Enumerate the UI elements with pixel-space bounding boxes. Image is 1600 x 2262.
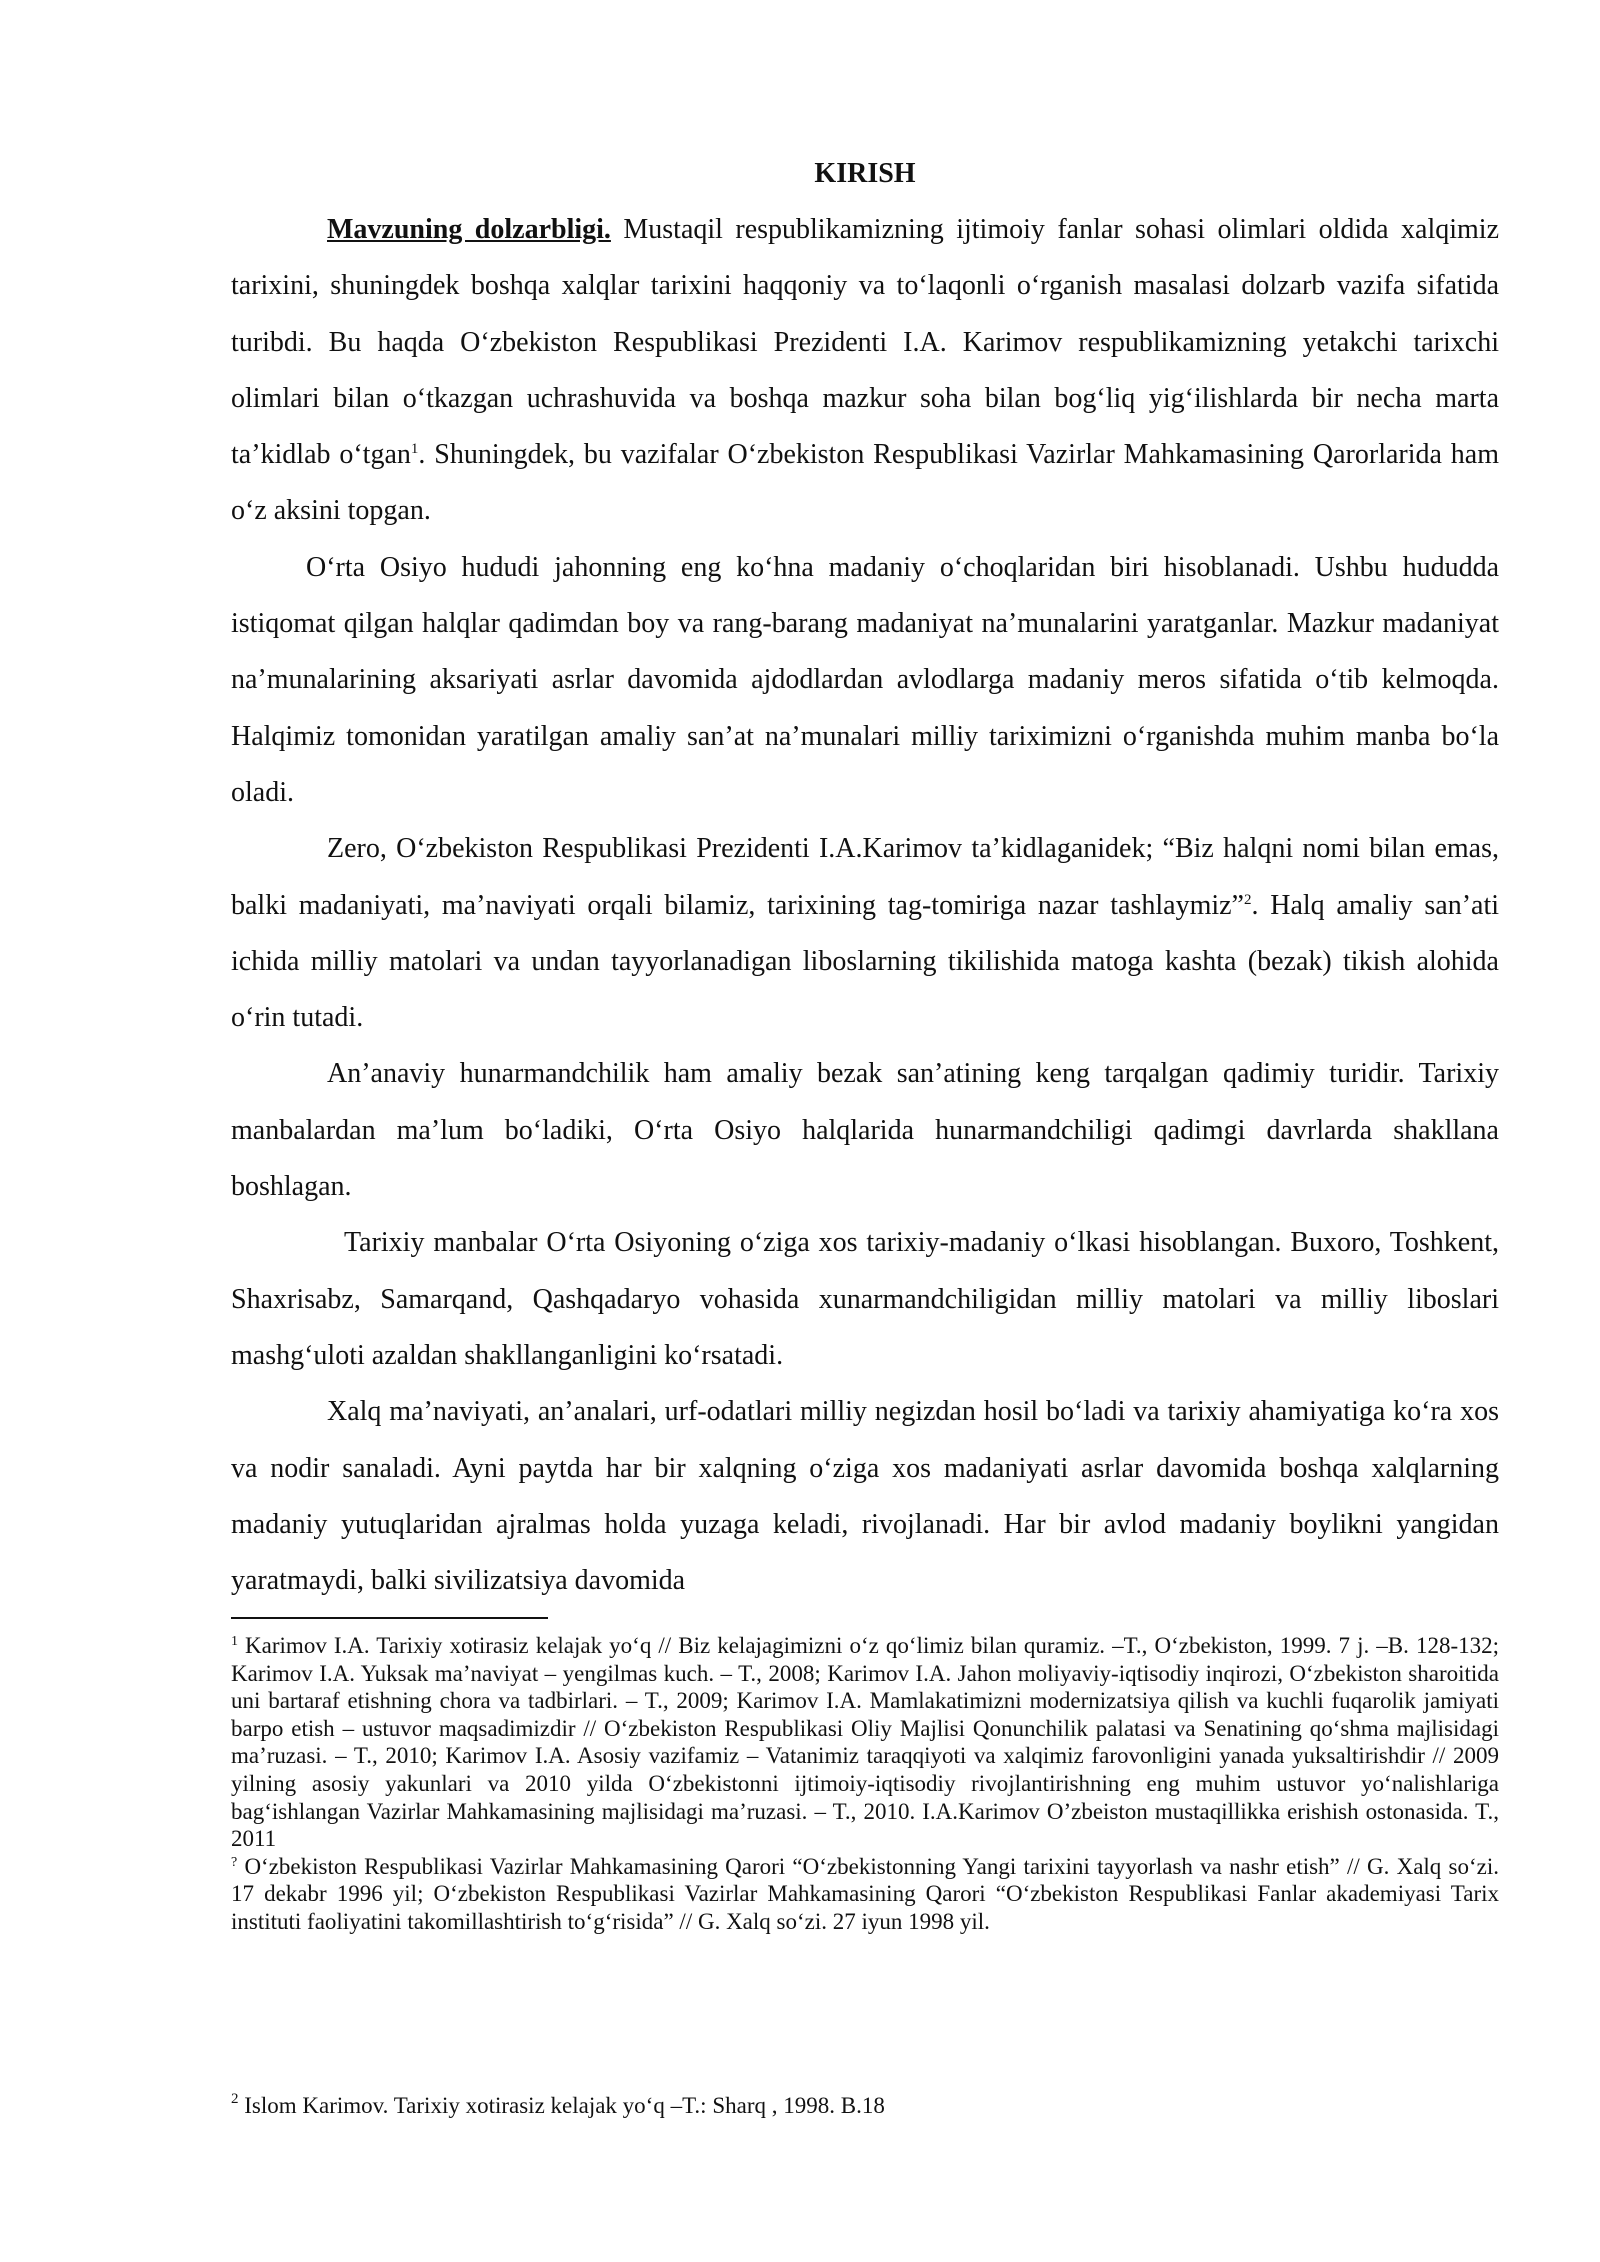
main-text bbox=[231, 146, 1499, 1609]
footnotes bbox=[231, 1632, 1499, 1936]
footnote-mark: 2 bbox=[231, 2091, 239, 2107]
footnote-ref[interactable]: 1 bbox=[410, 441, 419, 458]
paragraph-quote bbox=[231, 821, 1499, 1046]
paragraph-relevance bbox=[231, 202, 1499, 540]
paragraph-handicraft: An’anaviy hunarmandchilik ham amaliy bezak san’atining keng tarqalgan qadimiy turidir. Tarixiy manbalardan ma’lum bo‘ladiki, O‘rta Osiyo halqlarida hunarmandchiligi qadimgi davrlarda shakllana boshlagan. bbox=[231, 1058, 1499, 1203]
paragraph-text: Zero, O‘zbekiston Respublikasi Prezidenti I.A.Karimov ta’kidlaganidek; “Biz halqni nomi bilan emas, balki madaniyati, ma’naviyati orqali bilamiz, tarixining tag-tomiriga nazar tashlaymiz” bbox=[231, 833, 1499, 921]
page-title: KIRISH bbox=[814, 158, 916, 189]
footnote bbox=[231, 1632, 1499, 1853]
paragraph-central-asia: O‘rta Osiyo hududi jahonning eng ko‘hna madaniy o‘choqlaridan biri hisoblanadi. Ushbu hududda istiqomat qilgan halqlar qadimdan boy va rang-barang madaniyat na’munalarini yaratganlar. Mazkur madaniyat na’munalarining aksariyati asrlar davomida ajdodlardan avlodlarga madaniy meros sifatida o‘tib kelmoqda. Halqimiz tomonidan yaratilgan amaliy san’at na’munalari milliy tariximizni o‘rganishda muhim manba bo‘la oladi. bbox=[231, 551, 1499, 808]
footnote-text: Karimov I.A. Tarixiy xotirasiz kelajak yo‘q // Biz kelajagimizni o‘z qo‘limiz bilan quramiz. –T., O‘zbekiston, 1999. 7 j. –B. 128-132; Karimov I.A. Yuksak ma’naviyat – yengilmas kuch. – T., 2008; Karimov I.A. Jahon moliyaviy-iqtisodiy inqirozi, O‘zbekiston sharoitida uni bartaraf etishning chora va tadbirlari. – T., 2009; Karimov I.A. Mamlakatimizni modernizatsiya qilish va kuchli fuqarolik jamiyati barpo etish – ustuvor maqsadimizdir // O‘zbekiston Respublikasi Oliy Majlisi Qonunchilik palatasi va Senatining qo‘shma majlisidagi ma’ruzasi. – T., 2010; Karimov I.A. Asosiy vazifamiz – Vatanimiz taraqqiyoti va xalqimiz farovonligini yanada yuksaltirishdir // 2009 yilning asosiy yakunlari va 2010 yilda O‘zbekistonni ijtimoiy-iqtisodiy rivojlantirishning eng muhim ustuvor yo‘nalishlariga bag‘ishlangan Vazirlar Mahkamasining majlisidagi ma’ruzasi. – T., 2010. I.A.Karimov O’zbeiston mustaqillikka erishish ostonasida. T., 2011 bbox=[231, 1633, 1499, 1852]
paragraph-text: . Halq amaliy san’ati ichida milliy matolari va undan tayyorlanadigan liboslarning tikilishida matoga kashta (bezak) tikish alohida o‘rin tutadi. bbox=[231, 889, 1500, 1034]
footnote-text: Islom Karimov. Tarixiy xotirasiz kelajak yo‘q –T.: Sharq , 1998. B.18 bbox=[238, 2093, 885, 2118]
section-heading-relevance: Mavzuning dolzarbligi. bbox=[327, 214, 611, 245]
footnote-separator bbox=[231, 1617, 548, 1619]
paragraph-text: Mustaqil respublikamizning ijtimoiy fanlar sohasi olimlari oldida xalqimiz tarixini, shuningdek boshqa xalqlar tarixini haqqoniy va to‘laqonli o‘rganish masalasi dolzarb vazifa sifatida turibdi. Bu haqda O‘zbekiston Respublikasi Prezidenti I.A. Karimov respublikamizning yetakchi tarixchi olimlari bilan o‘tkazgan uchrashuvida va boshqa mazkur soha bilan bog‘liq yig‘ilishlarda bir necha marta ta’kidlab o‘tgan bbox=[231, 214, 1500, 471]
footnote-text: O‘zbekiston Respublikasi Vazirlar Mahkamasining Qarori “O‘zbekistonning Yangi tarixini tayyorlash va nashr etish” // G. Xalq so‘zi. 17 dekabr 1996 yil; O‘zbekiston Respublikasi Vazirlar Mahkamasining Qarori “O‘zbekiston Respublikasi Fanlar akademiyasi Tarix instituti faoliyatini takomillashtirish to‘g‘risida” // G. Xalq so‘zi. 27 iyun 1998 yil. bbox=[231, 1853, 1499, 1934]
paragraph-sources: Tarixiy manbalar O‘rta Osiyoning o‘ziga xos tarixiy-madaniy o‘lkasi hisoblangan. Buxoro, Toshkent, Shaxrisabz, Samarqand, Qashqadaryo vohasida xunarmandchiligidan milliy matolari va milliy liboslari mashg‘uloti azaldan shakllanganligini ko‘rsatadi. bbox=[231, 1227, 1499, 1371]
footnote-mark: ? bbox=[231, 1854, 238, 1870]
paragraph-spirituality: Xalq ma’naviyati, an’analari, urf-odatlari milliy negizdan hosil bo‘ladi va tarixiy ahamiyatiga ko‘ra xos va nodir sanaladi. Ayni paytda har bir xalqning o‘ziga xos madaniyati asrlar davomida boshqa xalqlarning madaniy yutuqlaridan ajralmas holda yuzaga keladi, rivojlanadi. Har bir avlod madaniy boylikni yangidan yaratmaydi, balki sivilizatsiya davomida bbox=[231, 1396, 1499, 1597]
footnote-ref[interactable]: 2 bbox=[1244, 891, 1252, 908]
footnote bbox=[231, 2092, 1499, 2120]
footnote-mark: 1 bbox=[231, 1634, 238, 1649]
footnote bbox=[231, 1853, 1499, 1936]
paragraph-text: . Shuningdek, bu vazifalar O‘zbekiston Respublikasi Vazirlar Mahkamasining Qarorlarida ham o‘z aksini topgan. bbox=[231, 439, 1499, 527]
